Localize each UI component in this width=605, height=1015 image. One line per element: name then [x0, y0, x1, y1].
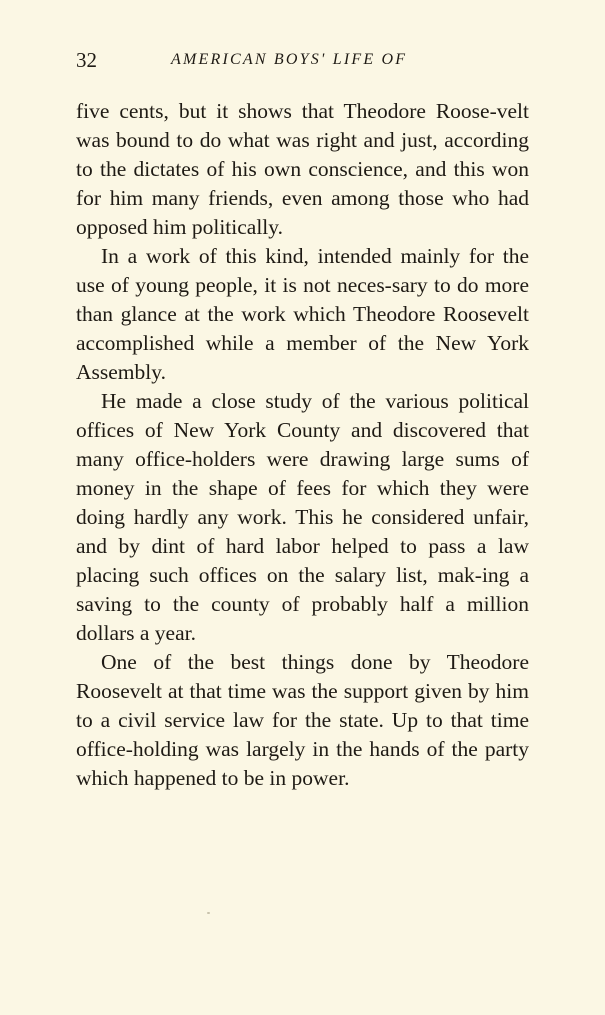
page-number: 32	[76, 48, 97, 72]
book-page	[76, 44, 529, 793]
running-title: AMERICAN BOYS' LIFE OF	[171, 51, 408, 68]
paragraph-4: One of the best things done by Theodore Roosevelt at that time was the support given by him to a civil service law for the state. Up to that time office-holding was largely in the hands of the party which happened to be in power.	[76, 650, 529, 790]
running-head	[76, 44, 529, 78]
paragraph-2: In a work of this kind, intended mainly for the use of young people, it is not neces-sary to do more than glance at the work which Theodore Roosevelt accomplished while a member of the New York Assembly.	[76, 244, 529, 384]
paragraph-3: He made a close study of the various political offices of New York County and discovered that many office-holders were drawing large sums of money in the shape of fees for which they were doing hardly any work. This he considered unfair, and by dint of hard labor helped to pass a law placing such offices on the salary list, mak-ing a saving to the county of probably half a million dollars a year.	[76, 389, 529, 645]
paragraph-1: five cents, but it shows that Theodore Roose-velt was bound to do what was right and just, according to the dictates of his own conscience, and this won for him many friends, even among those who had opposed him politically.	[76, 99, 529, 239]
body-text	[76, 97, 529, 793]
paper-speck	[207, 912, 210, 914]
